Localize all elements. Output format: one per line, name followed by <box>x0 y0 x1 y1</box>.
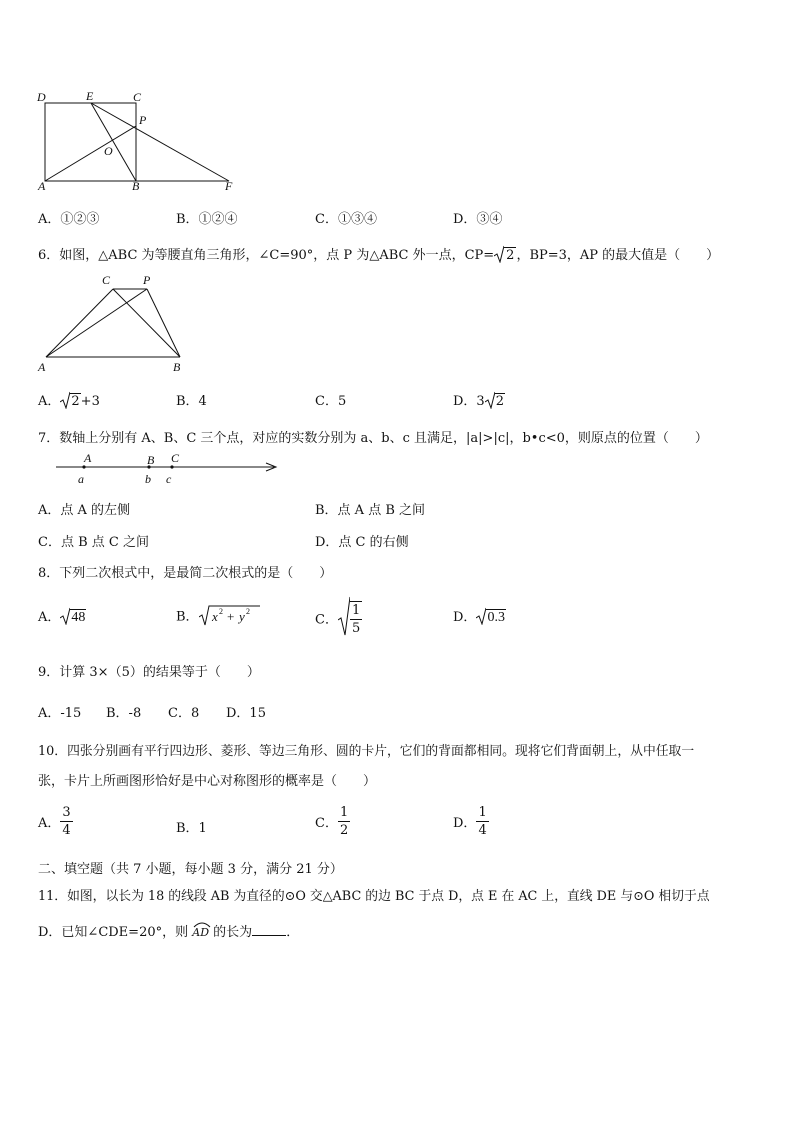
sqrt-symbol <box>494 245 504 267</box>
q11-stem-line2-before: D．已知∠CDE=20°，则 <box>38 925 189 940</box>
line-ap <box>45 126 136 181</box>
q8-option-d-sqrt: 0.3 <box>487 610 505 625</box>
q8-option-c[interactable] <box>315 596 362 640</box>
rectangle-abcd <box>45 103 136 181</box>
q8-option-c-prefix: C． <box>315 612 338 628</box>
arc-ad <box>192 926 209 939</box>
arc-label: AD <box>192 926 210 939</box>
numerator: 1 <box>339 805 349 820</box>
denominator: 5 <box>351 621 361 636</box>
q5-geometry-figure <box>34 86 244 194</box>
sqrt-symbol <box>60 391 70 413</box>
q6-stem-after: ，BP=3，AP 的最大值是（ ） <box>516 248 720 263</box>
q10-stem-line1: 10．四张分别画有平行四边形、菱形、等边三角形、圆的卡片，它们的背面都相同。现将它们背面朝上，从中任取一 <box>38 744 695 759</box>
numerator: 1 <box>478 805 487 820</box>
q10-option-c-fraction <box>338 806 350 837</box>
sqrt-expression <box>199 604 261 630</box>
q8-option-b[interactable] <box>176 604 261 630</box>
q8-option-d[interactable] <box>453 606 506 629</box>
q6-geometry-figure <box>34 270 194 375</box>
line-ac <box>46 289 113 357</box>
q7-option-d[interactable]: D．点 C 的右侧 <box>315 535 409 550</box>
denominator: 4 <box>62 823 71 838</box>
q11-stem-line2-after: 的长为 <box>213 925 253 940</box>
q8-option-a-prefix: A． <box>38 610 61 625</box>
denominator: 2 <box>339 823 349 838</box>
point-c <box>170 465 173 468</box>
q11-stem-line2 <box>38 921 299 940</box>
q9-option-a[interactable]: A．-15 <box>38 706 82 721</box>
q5-option-d[interactable]: D．③④ <box>453 212 503 227</box>
arc-icon <box>192 920 212 928</box>
line-pb <box>147 289 180 357</box>
denominator: 4 <box>478 823 487 838</box>
label-a: A <box>38 179 46 193</box>
label-p: P <box>139 113 147 127</box>
q9-option-b[interactable]: B．-8 <box>106 706 142 721</box>
section-heading-fill-in: 二、填空题（共 7 小题，每小题 3 分，满分 21 分） <box>38 862 343 877</box>
numerator: 1 <box>351 603 361 618</box>
label-d: D <box>37 90 46 104</box>
svg-text:+: + <box>226 609 234 624</box>
q6-option-a-prefix: A． <box>38 394 61 409</box>
svg-text:y: y <box>238 609 245 624</box>
q9-option-c[interactable]: C．8 <box>168 706 200 721</box>
q10-option-a[interactable] <box>38 806 73 837</box>
q10-option-d-prefix: D． <box>453 816 477 831</box>
q7-option-a[interactable]: A．点 A 的左侧 <box>38 503 131 518</box>
svg-text:2: 2 <box>245 607 250 616</box>
q10-option-b[interactable]: B．1 <box>176 821 207 836</box>
q10-option-a-fraction <box>60 806 72 837</box>
label-a-upper: A <box>84 451 92 465</box>
q8-option-b-prefix: B． <box>176 609 199 625</box>
label-a-lower: a <box>78 472 84 486</box>
q6-option-d[interactable] <box>453 390 505 413</box>
label-b: B <box>132 179 140 193</box>
q8-option-a-sqrt: 48 <box>71 610 86 625</box>
q9-stem: 9．计算 3×（5）的结果等于（ ） <box>38 665 260 680</box>
q5-option-a[interactable]: A．①②③ <box>38 212 100 227</box>
q7-stem: 7．数轴上分别有 A、B、C 三个点，对应的实数分别为 a、b、c 且满足，|a|>|c|，b•c<0，则原点的位置（ ） <box>38 431 708 446</box>
q6-option-d-prefix: D．3 <box>453 394 485 409</box>
label-c-upper: C <box>171 451 180 465</box>
numerator: 3 <box>62 805 71 820</box>
label-p: P <box>143 273 151 287</box>
sqrt-symbol <box>60 607 70 629</box>
sqrt-symbol <box>476 607 486 629</box>
q7-option-b[interactable]: B．点 A 点 B 之间 <box>315 503 426 518</box>
q6-option-d-sqrt: 2 <box>495 394 504 409</box>
answer-blank[interactable] <box>252 923 286 936</box>
label-a: A <box>38 360 46 374</box>
q8-option-a[interactable] <box>38 606 86 629</box>
q7-option-c[interactable]: C．点 B 点 C 之间 <box>38 535 149 550</box>
svg-text:x: x <box>211 609 218 624</box>
q8-stem: 8．下列二次根式中，是最简二次根式的是（ ） <box>38 566 333 581</box>
q6-sqrt-arg: 2 <box>506 248 515 263</box>
q10-option-c[interactable] <box>315 806 350 837</box>
line-cb <box>113 289 180 357</box>
sqrt-symbol <box>338 596 350 640</box>
line-eb <box>91 103 136 181</box>
q6-option-b[interactable]: B．4 <box>176 394 207 409</box>
q6-stem <box>38 244 719 267</box>
label-c: C <box>102 273 111 287</box>
number-line-figure <box>52 450 280 488</box>
point-a <box>82 465 85 468</box>
q9-option-d[interactable]: D．15 <box>226 706 266 721</box>
q10-option-d[interactable] <box>453 806 489 837</box>
q5-option-b[interactable]: B．①②④ <box>176 212 238 227</box>
q6-option-a-sqrt: 2 <box>71 394 80 409</box>
q5-option-c[interactable]: C．①③④ <box>315 212 377 227</box>
sqrt-symbol <box>485 391 495 413</box>
label-f: F <box>225 179 233 193</box>
q11-stem-line2-end: ． <box>286 925 300 940</box>
label-c: C <box>133 90 142 104</box>
q6-stem-before: 6．如图，△ABC 为等腰直角三角形，∠C=90°，点 P 为△ABC 外一点，CP= <box>38 248 495 263</box>
q8-option-c-fraction <box>350 601 362 635</box>
line-ef <box>91 103 229 181</box>
q6-option-c[interactable]: C．5 <box>315 394 347 409</box>
svg-text:2: 2 <box>218 607 223 616</box>
q10-stem-line2: 张，卡片上所画图形恰好是中心对称图形的概率是（ ） <box>38 774 377 789</box>
q6-option-a[interactable] <box>38 390 100 413</box>
line-ap <box>46 289 147 357</box>
q6-option-a-suffix: +3 <box>80 394 100 409</box>
label-o: O <box>104 144 113 158</box>
label-b-lower: b <box>145 472 151 486</box>
q11-stem-line1: 11．如图，以长为 18 的线段 AB 为直径的⊙O 交△ABC 的边 BC 于点 D，点 E 在 AC 上，直线 DE 与⊙O 相切于点 <box>38 889 710 904</box>
label-b-upper: B <box>147 453 155 467</box>
q10-option-c-prefix: C． <box>315 816 338 831</box>
label-b: B <box>173 360 181 374</box>
label-e: E <box>86 89 94 103</box>
label-c-lower: c <box>166 472 172 486</box>
q10-option-a-prefix: A． <box>38 816 61 831</box>
q8-option-d-prefix: D． <box>453 610 477 625</box>
q10-option-d-fraction <box>476 806 488 837</box>
